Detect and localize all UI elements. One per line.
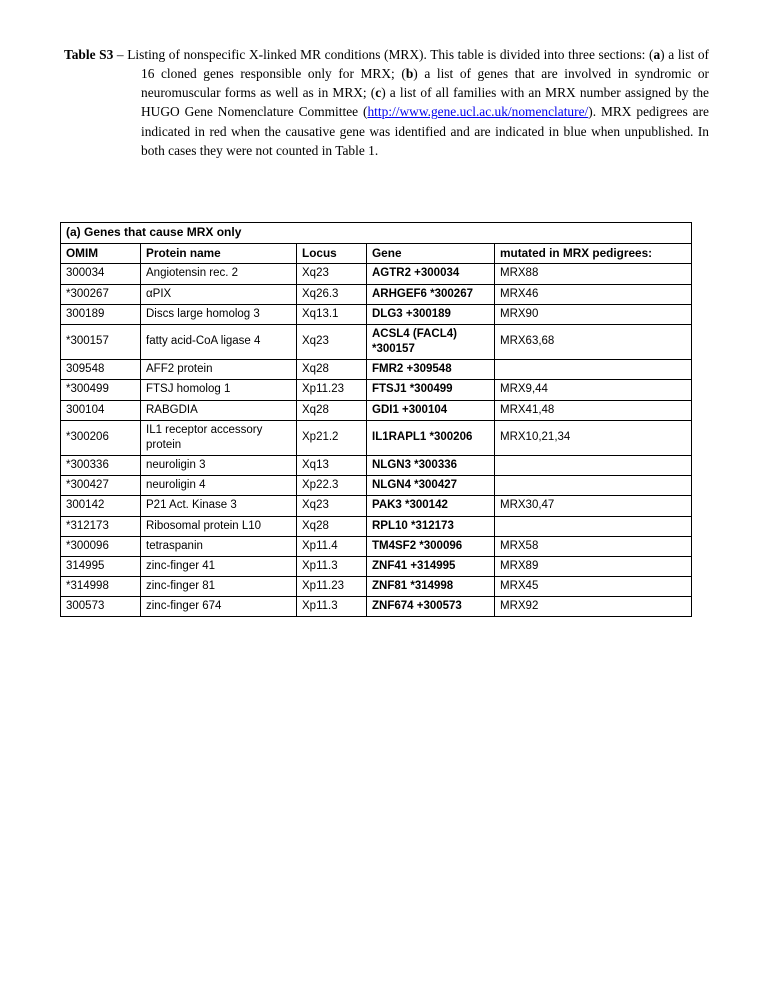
pedigrees-cell <box>495 456 692 476</box>
locus-cell: Xq28 <box>297 516 367 536</box>
pedigrees-cell: MRX10,21,34 <box>495 420 692 455</box>
protein-name-cell: Ribosomal protein L10 <box>141 516 297 536</box>
locus-cell: Xq13 <box>297 456 367 476</box>
table-body <box>61 264 692 617</box>
gene-cell: FMR2 +309548 <box>367 360 495 380</box>
table-row <box>61 360 692 380</box>
pedigrees-cell: MRX63,68 <box>495 324 692 359</box>
column-header-locus: Locus <box>297 243 367 264</box>
pedigrees-cell <box>495 516 692 536</box>
protein-name-cell: AFF2 protein <box>141 360 297 380</box>
table-row <box>61 476 692 496</box>
table-row <box>61 597 692 617</box>
gene-cell: GDI1 +300104 <box>367 400 495 420</box>
locus-cell: Xq23 <box>297 496 367 516</box>
locus-cell: Xq13.1 <box>297 304 367 324</box>
omim-cell: *300336 <box>61 456 141 476</box>
pedigrees-cell: MRX46 <box>495 284 692 304</box>
table-row <box>61 400 692 420</box>
table-caption <box>64 45 709 160</box>
pedigrees-cell: MRX30,47 <box>495 496 692 516</box>
gene-cell: PAK3 *300142 <box>367 496 495 516</box>
protein-name-cell: P21 Act. Kinase 3 <box>141 496 297 516</box>
locus-cell: Xq28 <box>297 360 367 380</box>
locus-cell: Xp11.3 <box>297 597 367 617</box>
caption-bold-text: a <box>653 47 661 62</box>
protein-name-cell: tetraspanin <box>141 536 297 556</box>
gene-cell: ARHGEF6 *300267 <box>367 284 495 304</box>
caption-text: ). MRX pedigrees are indicated in red when the causative gene was identified and are indicated in blue when unpublished. In both cases they were not counted in Table 1. <box>141 104 709 158</box>
pedigrees-cell: MRX89 <box>495 556 692 576</box>
omim-cell: *312173 <box>61 516 141 536</box>
pedigrees-cell <box>495 360 692 380</box>
gene-cell: IL1RAPL1 *300206 <box>367 420 495 455</box>
table-row <box>61 420 692 455</box>
pedigrees-cell: MRX9,44 <box>495 380 692 400</box>
caption-bold-text: Table S3 <box>64 47 114 62</box>
omim-cell: 300034 <box>61 264 141 284</box>
protein-name-cell: neuroligin 4 <box>141 476 297 496</box>
locus-cell: Xq23 <box>297 324 367 359</box>
gene-cell: ZNF41 +314995 <box>367 556 495 576</box>
omim-cell: 300104 <box>61 400 141 420</box>
gene-cell: NLGN4 *300427 <box>367 476 495 496</box>
table-row <box>61 456 692 476</box>
pedigrees-cell: MRX41,48 <box>495 400 692 420</box>
table-row <box>61 304 692 324</box>
pedigrees-cell <box>495 476 692 496</box>
caption-bold-text: c <box>375 85 382 101</box>
mrx-table <box>60 222 692 617</box>
omim-cell: *300206 <box>61 420 141 455</box>
protein-name-cell: RABGDIA <box>141 400 297 420</box>
omim-cell: 300573 <box>61 597 141 617</box>
caption-text: ) a list of genes that are involved in syndromic or neuromuscular forms as well as in MRX; ( <box>141 66 709 101</box>
protein-name-cell: fatty acid-CoA ligase 4 <box>141 324 297 359</box>
gene-cell: TM4SF2 *300096 <box>367 536 495 556</box>
section-header-cell <box>61 223 692 244</box>
caption-text: – Listing of nonspecific X-linked MR conditions (MRX). This table is divided into three sections: ( <box>113 47 654 62</box>
omim-cell: 300189 <box>61 304 141 324</box>
locus-cell: Xq26.3 <box>297 284 367 304</box>
omim-cell: 300142 <box>61 496 141 516</box>
table-row <box>61 324 692 359</box>
protein-name-cell: neuroligin 3 <box>141 456 297 476</box>
omim-cell: *300427 <box>61 476 141 496</box>
pedigrees-cell: MRX45 <box>495 577 692 597</box>
omim-cell: 309548 <box>61 360 141 380</box>
locus-cell: Xq23 <box>297 264 367 284</box>
pedigrees-cell: MRX88 <box>495 264 692 284</box>
table-row <box>61 284 692 304</box>
table-row <box>61 380 692 400</box>
omim-cell: *300499 <box>61 380 141 400</box>
protein-name-cell: zinc-finger 674 <box>141 597 297 617</box>
gene-cell: FTSJ1 *300499 <box>367 380 495 400</box>
pedigrees-cell: MRX90 <box>495 304 692 324</box>
caption-bold-text: b <box>405 66 414 82</box>
locus-cell: Xp11.23 <box>297 577 367 597</box>
protein-name-cell: zinc-finger 81 <box>141 577 297 597</box>
gene-cell: ZNF674 +300573 <box>367 597 495 617</box>
protein-name-cell: αPIX <box>141 284 297 304</box>
gene-cell: AGTR2 +300034 <box>367 264 495 284</box>
caption-text: ) a list of all families with an MRX number assigned by the HUGO Gene Nomenclature Committee ( <box>141 85 709 120</box>
nomenclature-link[interactable]: http://www.gene.ucl.ac.uk/nomenclature/ <box>367 104 589 120</box>
table-row <box>61 536 692 556</box>
pedigrees-cell: MRX58 <box>495 536 692 556</box>
protein-name-cell: IL1 receptor accessory protein <box>141 420 297 455</box>
section-title: Genes that cause MRX only <box>84 225 242 239</box>
locus-cell: Xp11.23 <box>297 380 367 400</box>
gene-cell: DLG3 +300189 <box>367 304 495 324</box>
omim-cell: *300157 <box>61 324 141 359</box>
table-row <box>61 516 692 536</box>
gene-cell: ZNF81 *314998 <box>367 577 495 597</box>
table-header-row <box>61 243 692 264</box>
table-row <box>61 496 692 516</box>
column-header-omim: OMIM <box>61 243 141 264</box>
gene-cell: ACSL4 (FACL4) *300157 <box>367 324 495 359</box>
gene-cell: RPL10 *312173 <box>367 516 495 536</box>
locus-cell: Xp21.2 <box>297 420 367 455</box>
omim-cell: *300267 <box>61 284 141 304</box>
column-header-protein-name: Protein name <box>141 243 297 264</box>
locus-cell: Xq28 <box>297 400 367 420</box>
omim-cell: *314998 <box>61 577 141 597</box>
section-label: (a) <box>66 225 81 239</box>
gene-cell: NLGN3 *300336 <box>367 456 495 476</box>
locus-cell: Xp22.3 <box>297 476 367 496</box>
table-row <box>61 556 692 576</box>
omim-cell: 314995 <box>61 556 141 576</box>
omim-cell: *300096 <box>61 536 141 556</box>
section-header-row <box>61 223 692 244</box>
table-row <box>61 577 692 597</box>
protein-name-cell: FTSJ homolog 1 <box>141 380 297 400</box>
protein-name-cell: Discs large homolog 3 <box>141 304 297 324</box>
locus-cell: Xp11.3 <box>297 556 367 576</box>
protein-name-cell: Angiotensin rec. 2 <box>141 264 297 284</box>
caption-text: ) a list of 16 cloned genes responsible only for MRX; ( <box>141 47 709 82</box>
column-header-gene: Gene <box>367 243 495 264</box>
pedigrees-cell: MRX92 <box>495 597 692 617</box>
table-row <box>61 264 692 284</box>
protein-name-cell: zinc-finger 41 <box>141 556 297 576</box>
locus-cell: Xp11.4 <box>297 536 367 556</box>
column-header-pedigrees: mutated in MRX pedigrees: <box>495 243 692 264</box>
